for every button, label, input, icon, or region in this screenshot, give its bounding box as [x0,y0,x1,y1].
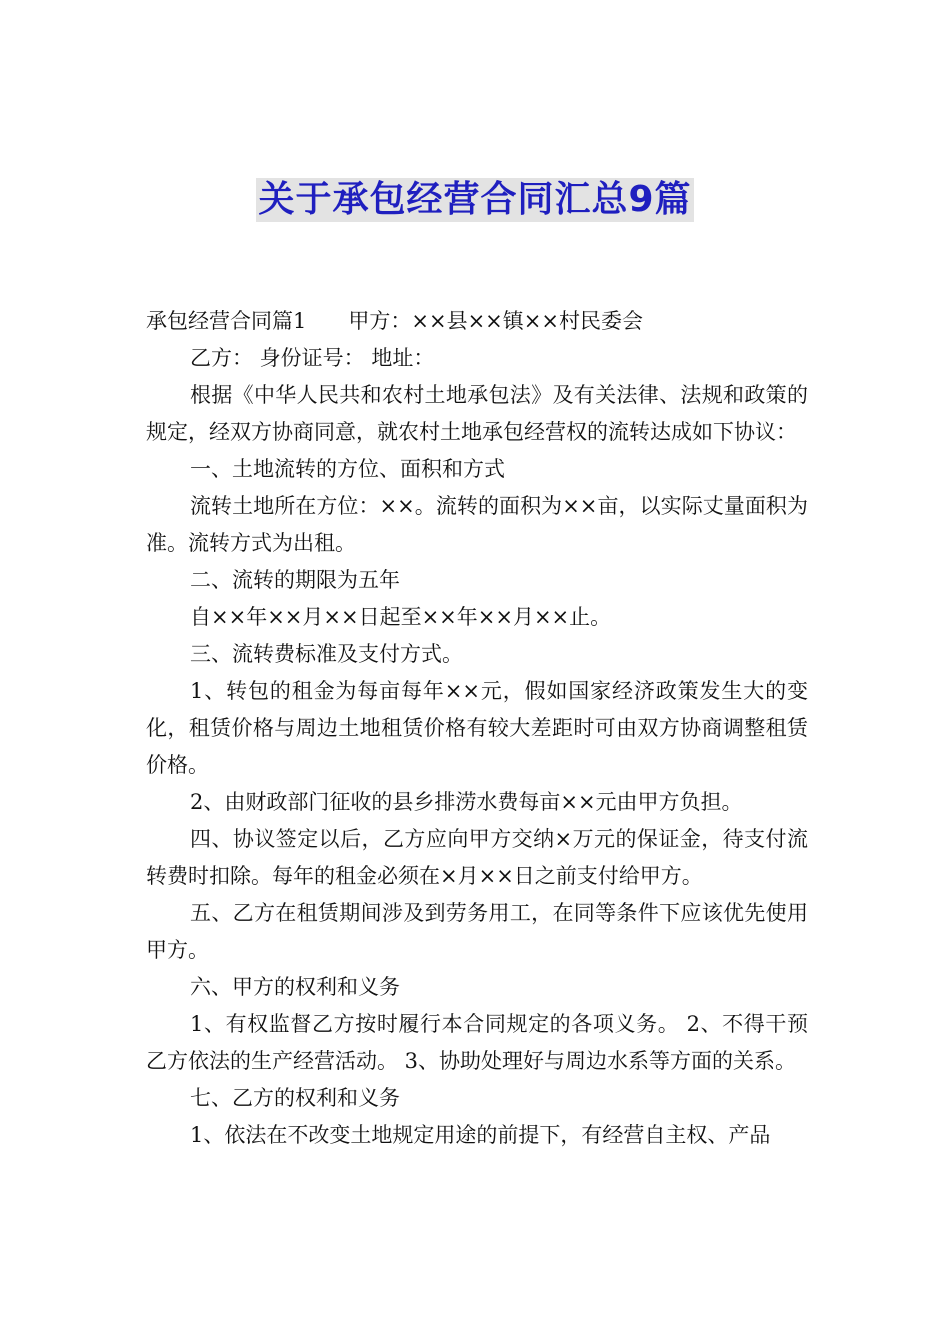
clause-heading: 二、流转的期限为五年 [190,568,400,592]
party-a-line: 甲方：××县××镇××村民委会 [348,309,643,333]
paragraph: 自××年××月××日起至××年××月××止。 [190,605,612,629]
clause-heading: 三、流转费标准及支付方式。 [190,642,463,666]
paragraph: 1、转包的租金为每亩每年××元，假如国家经济政策发生大的变化，租赁价格与周边土地租赁价格有较大差距时可由双方协商调整租赁价格。 [146,679,808,777]
paragraph: 四、协议签定以后，乙方应向甲方交纳×万元的保证金，待支付流转费时扣除。每年的租金必须在×月××日之前支付给甲方。 [146,827,808,888]
paragraph: 流转土地所在方位：××。流转的面积为××亩，以实际丈量面积为准。流转方式为出租。 [146,494,808,555]
paragraph: 乙方： 身份证号： 地址： [190,346,435,370]
clause-heading: 一、土地流转的方位、面积和方式 [190,457,505,481]
paragraph: 2、由财政部门征收的县乡排涝水费每亩××元由甲方负担。 [190,790,743,814]
paragraph: 1、依法在不改变土地规定用途的前提下，有经营自主权、产品 [190,1123,771,1147]
clause-heading: 七、乙方的权利和义务 [190,1086,400,1110]
document-title: 关于承包经营合同汇总9篇 [258,179,692,220]
paragraph: 1、有权监督乙方按时履行本合同规定的各项义务。 2、不得干预乙方依法的生产经营活动。 3、协助处理好与周边水系等方面的关系。 [146,1012,808,1073]
paragraph: 根据《中华人民共和农村土地承包法》及有关法律、法规和政策的规定，经双方协商同意，就农村土地承包经营权的流转达成如下协议： [146,383,808,444]
title-container [0,178,950,222]
paragraph: 五、乙方在租赁期间涉及到劳务用工，在同等条件下应该优先使用甲方。 [146,901,808,962]
section-heading: 承包经营合同篇1 [146,309,307,333]
section-heading-line [146,303,808,340]
document-body [146,303,808,1154]
clause-heading: 六、甲方的权利和义务 [190,975,400,999]
